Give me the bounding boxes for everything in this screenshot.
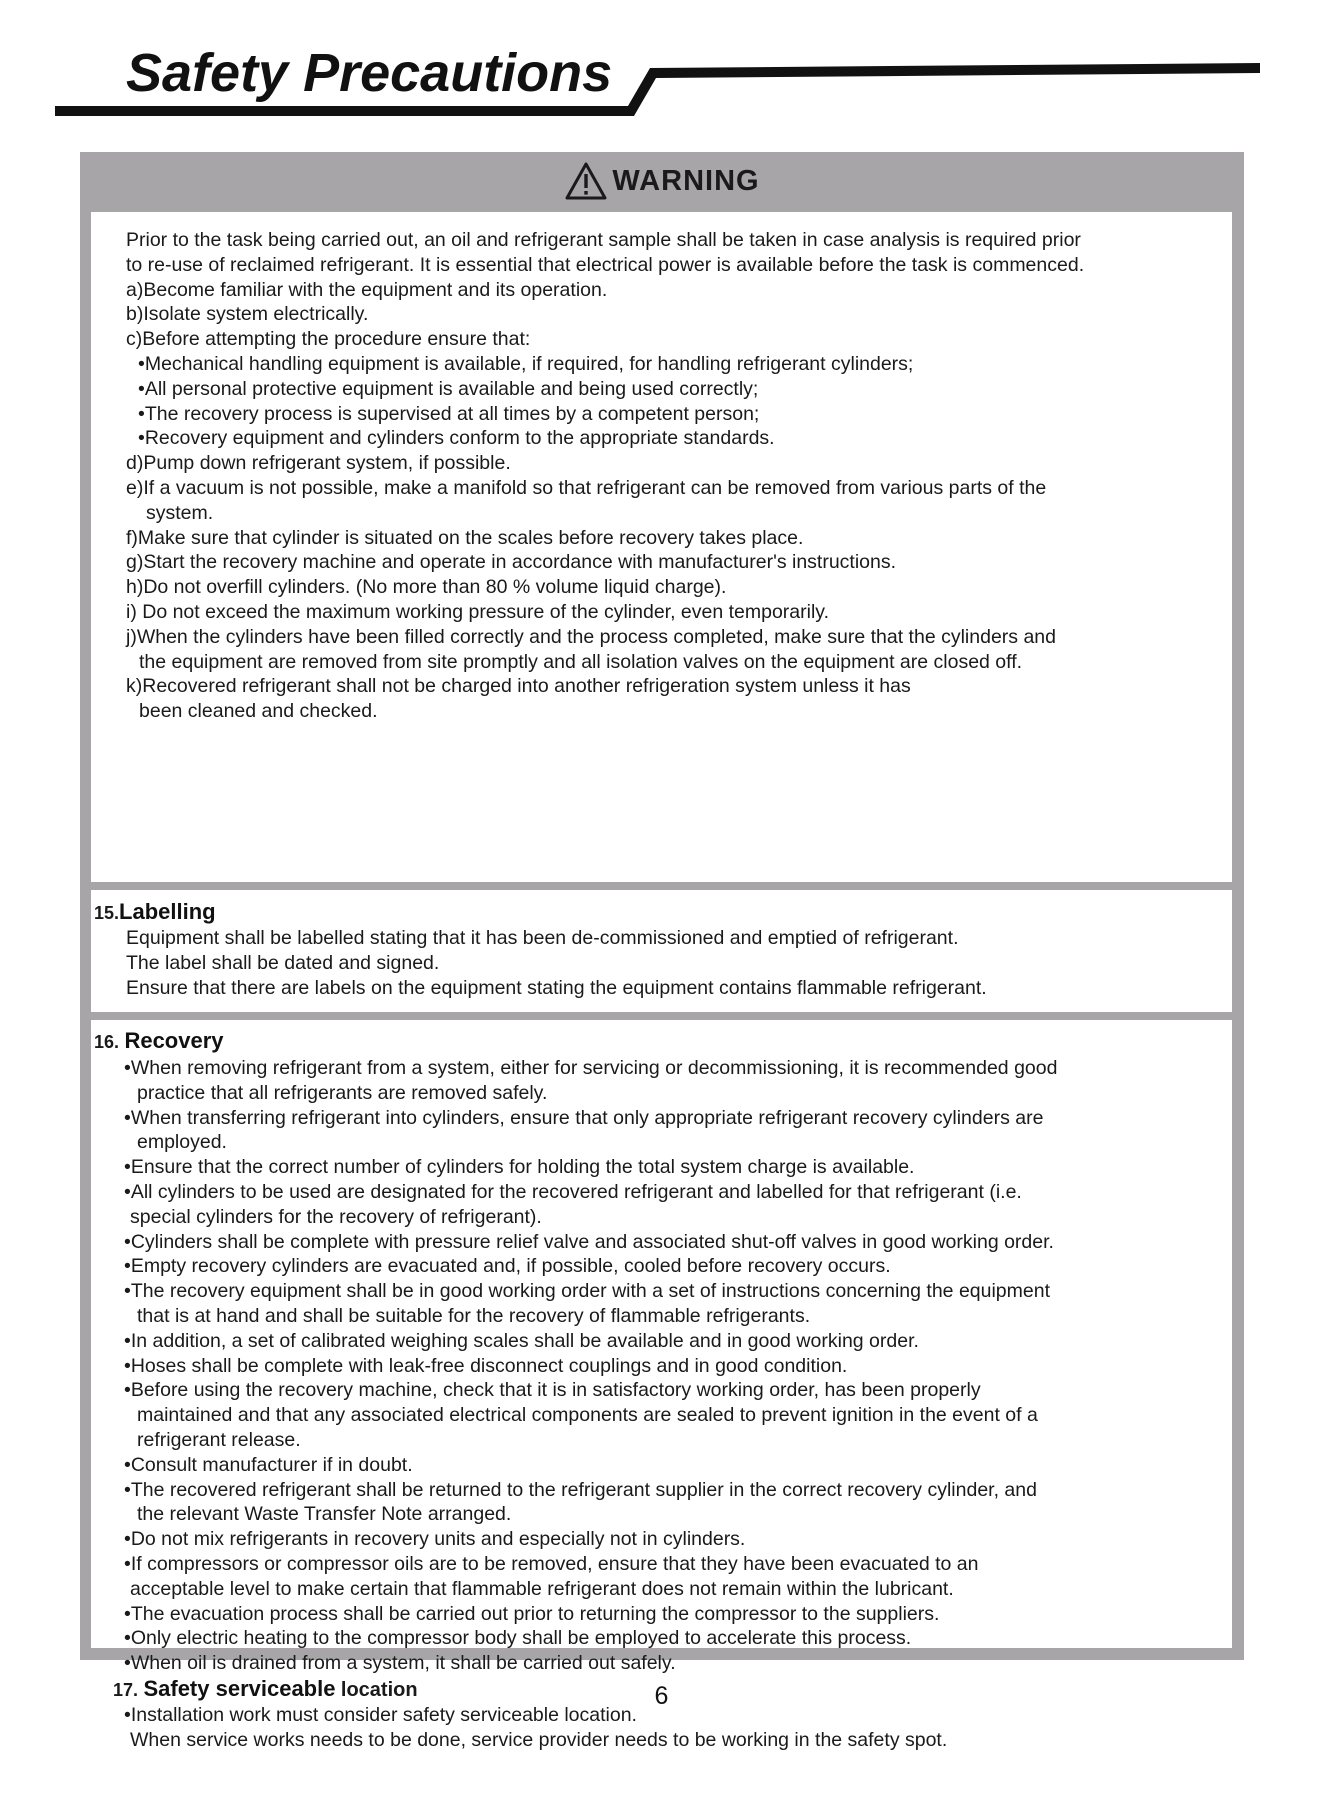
text-line: c)Before attempting the procedure ensure that: — [126, 328, 531, 351]
text-line: e)If a vacuum is not possible, make a manifold so that refrigerant can be removed from various parts of the — [126, 476, 1047, 499]
section-heading-recovery — [94, 1029, 224, 1055]
text-line: •When oil is drained from a system, it shall be carried out safely. — [124, 1652, 676, 1675]
text-line: •The recovered refrigerant shall be returned to the refrigerant supplier in the correct recovery cylinder, and — [124, 1478, 1037, 1501]
text-line: practice that all refrigerants are removed safely. — [137, 1081, 548, 1104]
text-line: The label shall be dated and signed. — [126, 951, 440, 974]
labelling-text — [126, 926, 987, 1000]
text-line: that is at hand and shall be suitable for the recovery of flammable refrigerants. — [137, 1304, 811, 1327]
recovery-box — [91, 1020, 1232, 1751]
text-line: •Installation work must consider safety serviceable location. — [124, 1704, 637, 1726]
recovery-procedure-text — [126, 228, 1084, 724]
text-line: been cleaned and checked. — [139, 700, 378, 723]
warning-label: WARNING — [612, 164, 760, 197]
text-line: •When removing refrigerant from a system, either for servicing or decommissioning, it is recommended good — [124, 1057, 1058, 1079]
text-line: maintained and that any associated electrical components are sealed to prevent ignition in the event of a — [137, 1404, 1038, 1427]
text-line: Equipment shall be labelled stating that it has been de-commissioned and emptied of refrigerant. — [126, 927, 959, 949]
text-line: Prior to the task being carried out, an oil and refrigerant sample shall be taken in case analysis is required prior — [126, 229, 1081, 251]
text-line: •All cylinders to be used are designated for the recovered refrigerant and labelled for that refrigerant (i.e. — [124, 1180, 1022, 1203]
text-line: •Cylinders shall be complete with pressure relief valve and associated shut-off valves in good working order. — [124, 1230, 1054, 1253]
warning-triangle-icon — [564, 161, 608, 201]
text-line: •Ensure that the correct number of cylinders for holding the total system charge is available. — [124, 1156, 915, 1179]
text-line: •Consult manufacturer if in doubt. — [124, 1453, 413, 1476]
text-line: a)Become familiar with the equipment and its operation. — [126, 278, 608, 301]
text-line: •Only electric heating to the compressor body shall be employed to accelerate this process. — [124, 1627, 912, 1650]
recovery-procedure-box — [91, 212, 1232, 882]
text-line: •Recovery equipment and cylinders conform to the appropriate standards. — [138, 427, 775, 450]
text-line: refrigerant release. — [137, 1428, 301, 1451]
text-line: •If compressors or compressor oils are to be removed, ensure that they have been evacuated to an — [124, 1552, 979, 1575]
text-line: •Empty recovery cylinders are evacuated and, if possible, cooled before recovery occurs. — [124, 1255, 891, 1278]
text-line: •All personal protective equipment is available and being used correctly; — [138, 377, 759, 400]
section-number: 17. — [113, 1680, 139, 1700]
text-line: •Mechanical handling equipment is available, if required, for handling refrigerant cylinders; — [138, 352, 914, 375]
text-line: special cylinders for the recovery of refrigerant). — [130, 1205, 542, 1228]
text-line: to re-use of reclaimed refrigerant. It is essential that electrical power is available before the task is commenced. — [126, 253, 1085, 276]
text-line: •The evacuation process shall be carried out prior to returning the compressor to the suppliers. — [124, 1602, 940, 1625]
text-line: •The recovery equipment shall be in good working order with a set of instructions concerning the equipment — [124, 1280, 1051, 1303]
text-line: •Before using the recovery machine, check that it is in satisfactory working order, has been properly — [124, 1379, 981, 1402]
text-line: •Hoses shall be complete with leak-free disconnect couplings and in good condition. — [124, 1354, 848, 1377]
warning-panel — [80, 152, 1244, 1751]
text-line: system. — [146, 501, 214, 524]
text-line: k)Recovered refrigerant shall not be charged into another refrigeration system unless it has — [126, 675, 911, 698]
text-line: employed. — [137, 1131, 227, 1154]
section-title: Safety serviceable — [143, 1676, 336, 1701]
warning-header — [80, 152, 1244, 210]
text-line: f)Make sure that cylinder is situated on the scales before recovery takes place. — [126, 526, 804, 549]
text-line: j)When the cylinders have been filled correctly and the process completed, make sure that the cylinders and — [126, 625, 1056, 648]
section-title-suffix: location — [340, 1679, 418, 1701]
text-line: Ensure that there are labels on the equipment stating the equipment contains flammable refrigerant. — [126, 976, 987, 999]
text-line: •Do not mix refrigerants in recovery units and especially not in cylinders. — [124, 1528, 746, 1551]
section-heading-labelling — [94, 900, 216, 926]
section-title: Recovery — [124, 1028, 224, 1053]
text-line: When service works needs to be done, service provider needs to be working in the safety spot. — [130, 1728, 948, 1751]
text-line: •In addition, a set of calibrated weighing scales shall be available and in good working order. — [124, 1329, 919, 1352]
text-line: b)Isolate system electrically. — [126, 303, 369, 326]
text-line: acceptable level to make certain that flammable refrigerant does not remain within the lubricant. — [130, 1577, 954, 1600]
section-title: Labelling — [119, 899, 216, 924]
text-line: g)Start the recovery machine and operate in accordance with manufacturer's instructions. — [126, 551, 897, 574]
page-number: 6 — [654, 1682, 669, 1710]
text-line: d)Pump down refrigerant system, if possible. — [126, 452, 511, 475]
text-line: •The recovery process is supervised at all times by a competent person; — [138, 402, 760, 425]
section-number: 15. — [94, 903, 120, 923]
text-line: •When transferring refrigerant into cylinders, ensure that only appropriate refrigerant recovery cylinders are — [124, 1106, 1044, 1129]
text-line: the equipment are removed from site promptly and all isolation valves on the equipment are closed off. — [139, 650, 1023, 673]
labelling-box — [91, 890, 1232, 1012]
text-line: the relevant Waste Transfer Note arranged. — [137, 1503, 512, 1526]
text-line: i) Do not exceed the maximum working pressure of the cylinder, even temporarily. — [126, 600, 830, 623]
recovery-text — [124, 1056, 1057, 1676]
section-number: 16. — [94, 1032, 120, 1052]
page-title: Safety Precautions — [126, 43, 613, 103]
text-line: h)Do not overfill cylinders. (No more than 80 % volume liquid charge). — [126, 576, 727, 599]
